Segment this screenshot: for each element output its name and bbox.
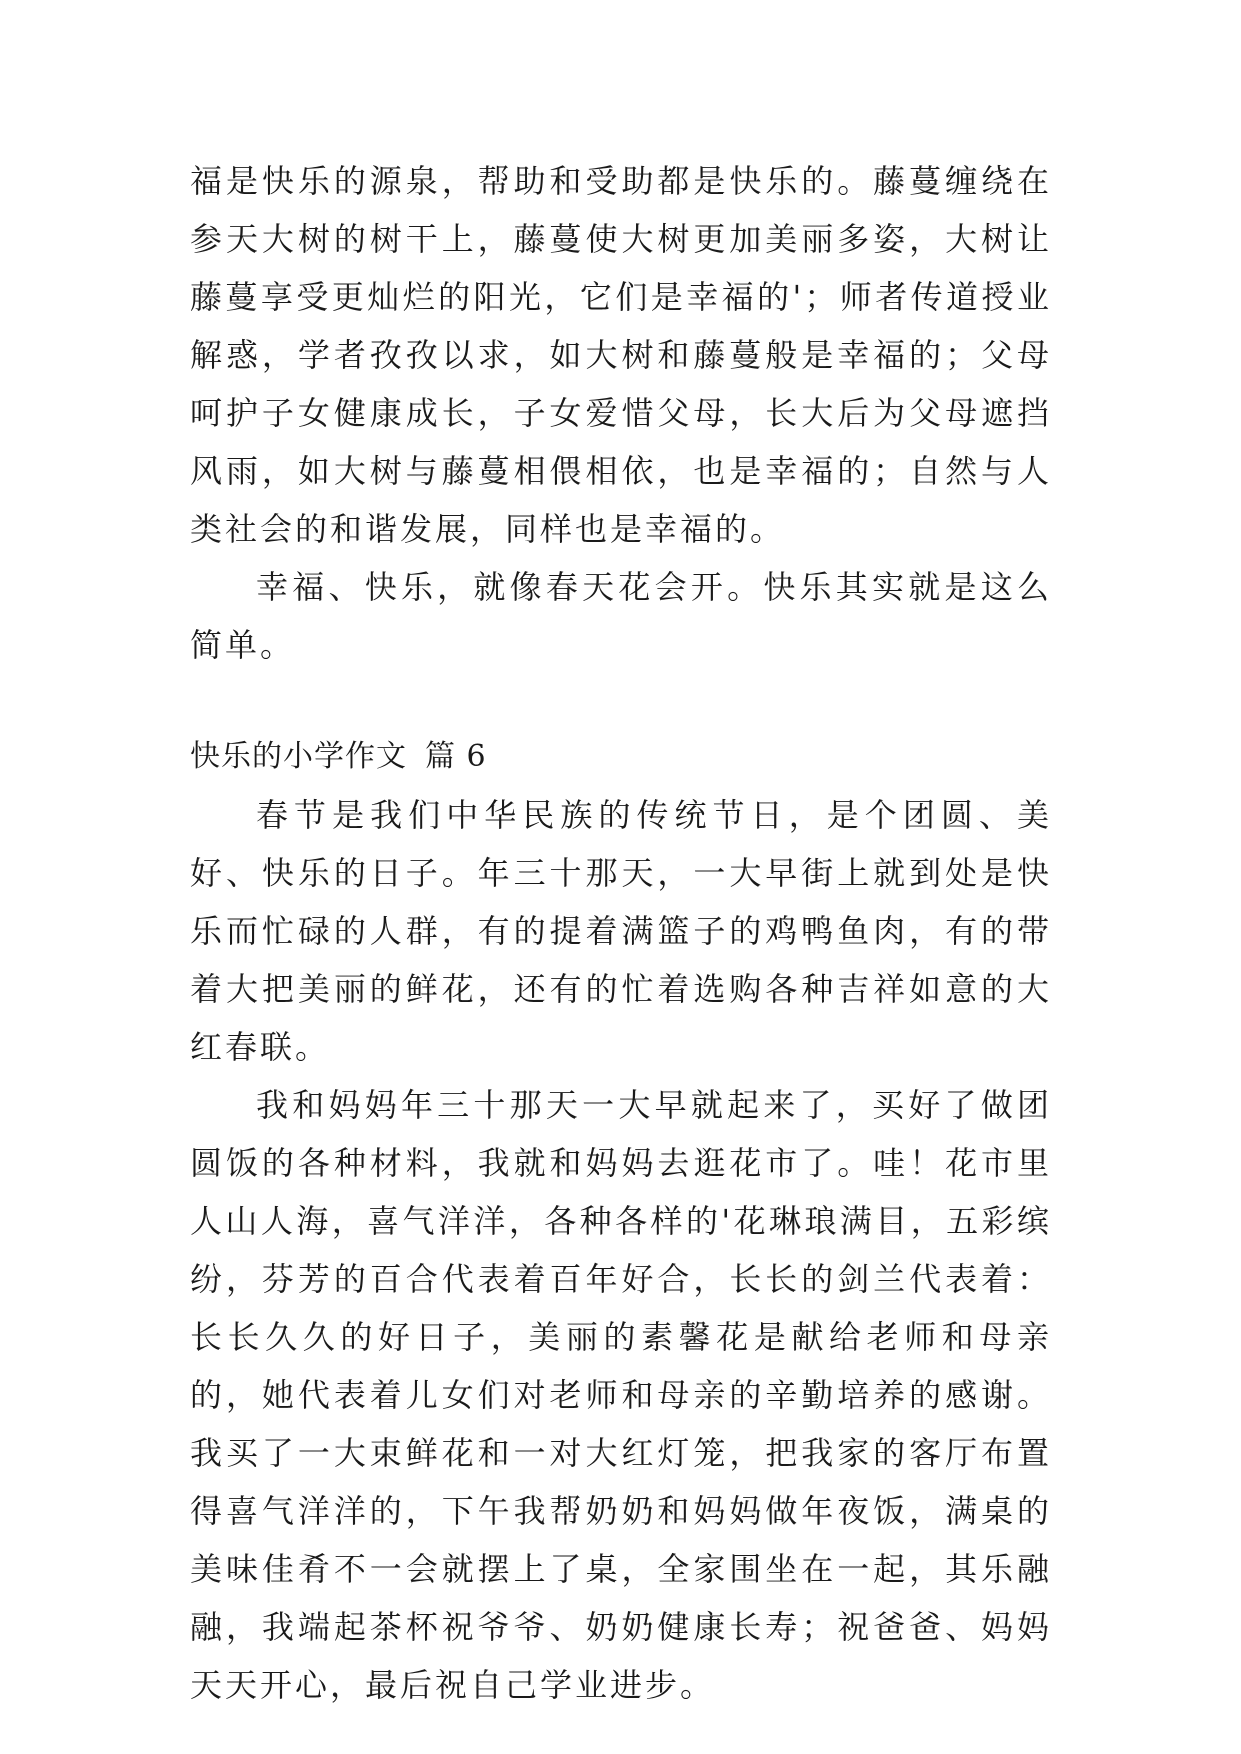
section-title: 快乐的小学作文 [190, 739, 407, 774]
section-heading [190, 728, 1052, 786]
paragraph-flower-market: 我和妈妈年三十那天一大早就起来了，买好了做团圆饭的各种材料，我就和妈妈去逛花市了。哇！花市里人山人海，喜气洋洋，各种各样的'花琳琅满目，五彩缤纷，芬芳的百合代表着百年好合，长长的剑兰代表着：长长久久的好日子，美丽的素馨花是献给老师和母亲的，她代表着儿女们对老师和母亲的辛勤培养的感谢。我买了一大束鲜花和一对大红灯笼，把我家的客厅布置得喜气洋洋的，下午我帮奶奶和妈妈做年夜饭，满桌的美味佳肴不一会就摆上了桌，全家围坐在一起，其乐融融，我端起茶杯祝爷爷、奶奶健康长寿；祝爸爸、妈妈天天开心，最后祝自己学业进步。 [190, 1086, 1052, 1704]
paragraph-spring-festival: 春节是我们中华民族的传统节日，是个团圆、美好、快乐的日子。年三十那天，一大早街上就到处是快乐而忙碌的人群，有的提着满篮子的鸡鸭鱼肉，有的带着大把美丽的鲜花，还有的忙着选购各种吉祥如意的大红春联。 [190, 796, 1052, 1066]
paragraph-happiness-source: 福是快乐的源泉，帮助和受助都是快乐的。藤蔓缠绕在参天大树的树干上，藤蔓使大树更加美丽多姿，大树让藤蔓享受更灿烂的阳光，它们是幸福的'；师者传道授业解惑，学者孜孜以求，如大树和藤蔓般是幸福的；父母呵护子女健康成长，子女爱惜父母，长大后为父母遮挡风雨，如大树与藤蔓相偎相依，也是幸福的；自然与人类社会的和谐发展，同样也是幸福的。 [190, 162, 1052, 548]
paragraph-happiness-summary: 幸福、快乐，就像春天花会开。快乐其实就是这么简单。 [190, 568, 1052, 664]
section-number: 篇 6 [425, 739, 487, 774]
document-body [190, 152, 1052, 1714]
